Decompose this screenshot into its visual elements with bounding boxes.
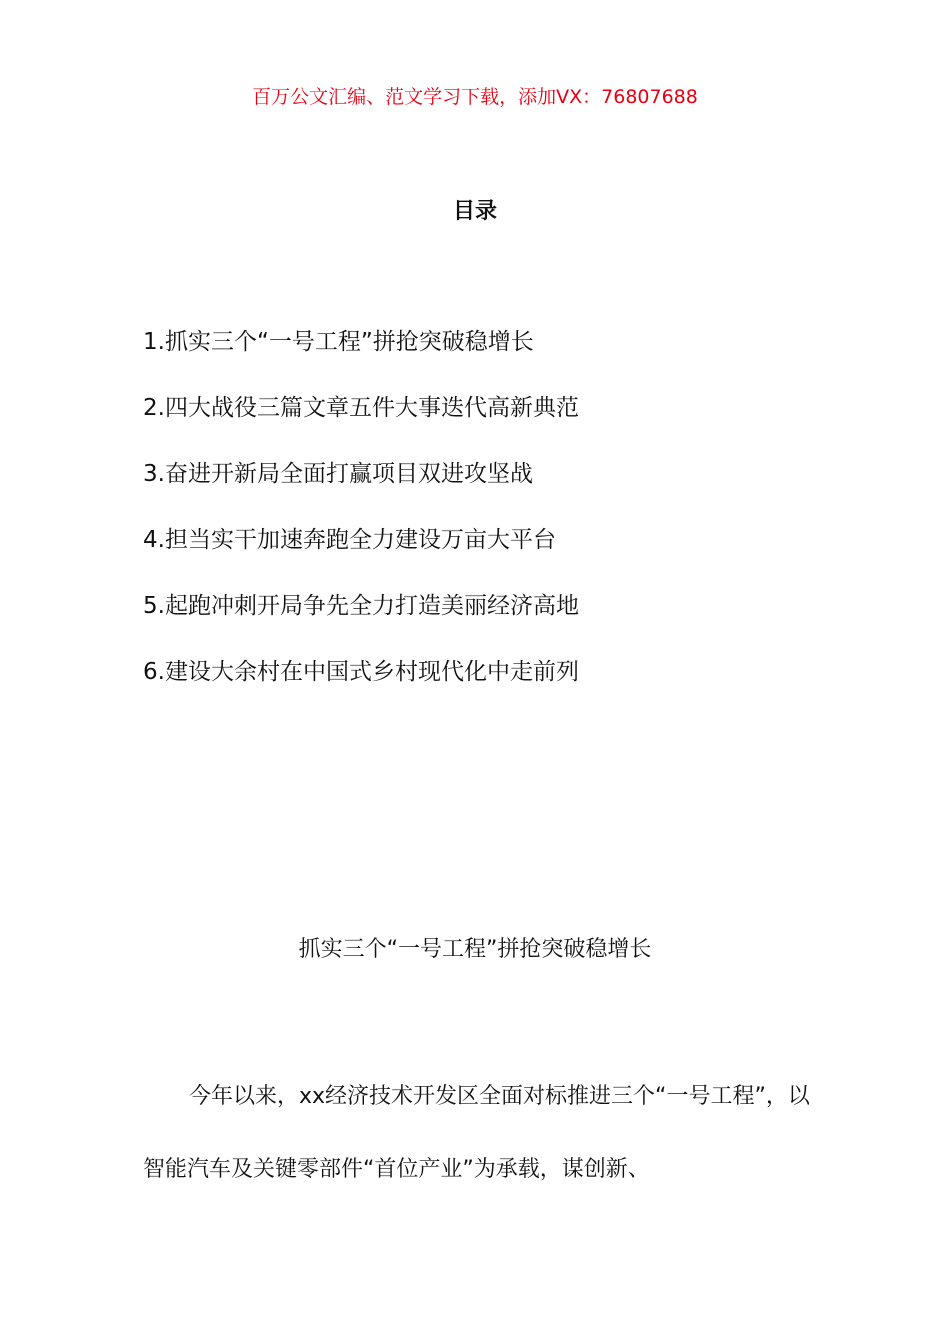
toc-list bbox=[143, 322, 843, 718]
toc-item: 4.担当实干加速奔跑全力建设万亩大平台 bbox=[143, 527, 556, 553]
toc-item: 1.抓实三个“一号工程”拼抢突破稳增长 bbox=[143, 329, 534, 355]
toc-item: 3.奋进开新局全面打赢项目双进攻坚战 bbox=[143, 461, 533, 487]
header-contact-note: 百万公文汇编、范文学习下载，添加VX：76807688 bbox=[252, 86, 698, 108]
toc-item: 5.起跑冲刺开局争先全力打造美丽经济高地 bbox=[143, 593, 579, 619]
article-paragraph: 今年以来，xx经济技术开发区全面对标推进三个“一号工程”，以智能汽车及关键零部件“首位产业”为承载，谋创新、 bbox=[143, 1084, 810, 1182]
toc-item: 6.建设大余村在中国式乡村现代化中走前列 bbox=[143, 659, 579, 685]
toc-item: 2.四大战役三篇文章五件大事迭代高新典范 bbox=[143, 395, 579, 421]
article-title: 抓实三个“一号工程”拼抢突破稳增长 bbox=[298, 937, 652, 962]
toc-title: 目录 bbox=[452, 199, 497, 224]
